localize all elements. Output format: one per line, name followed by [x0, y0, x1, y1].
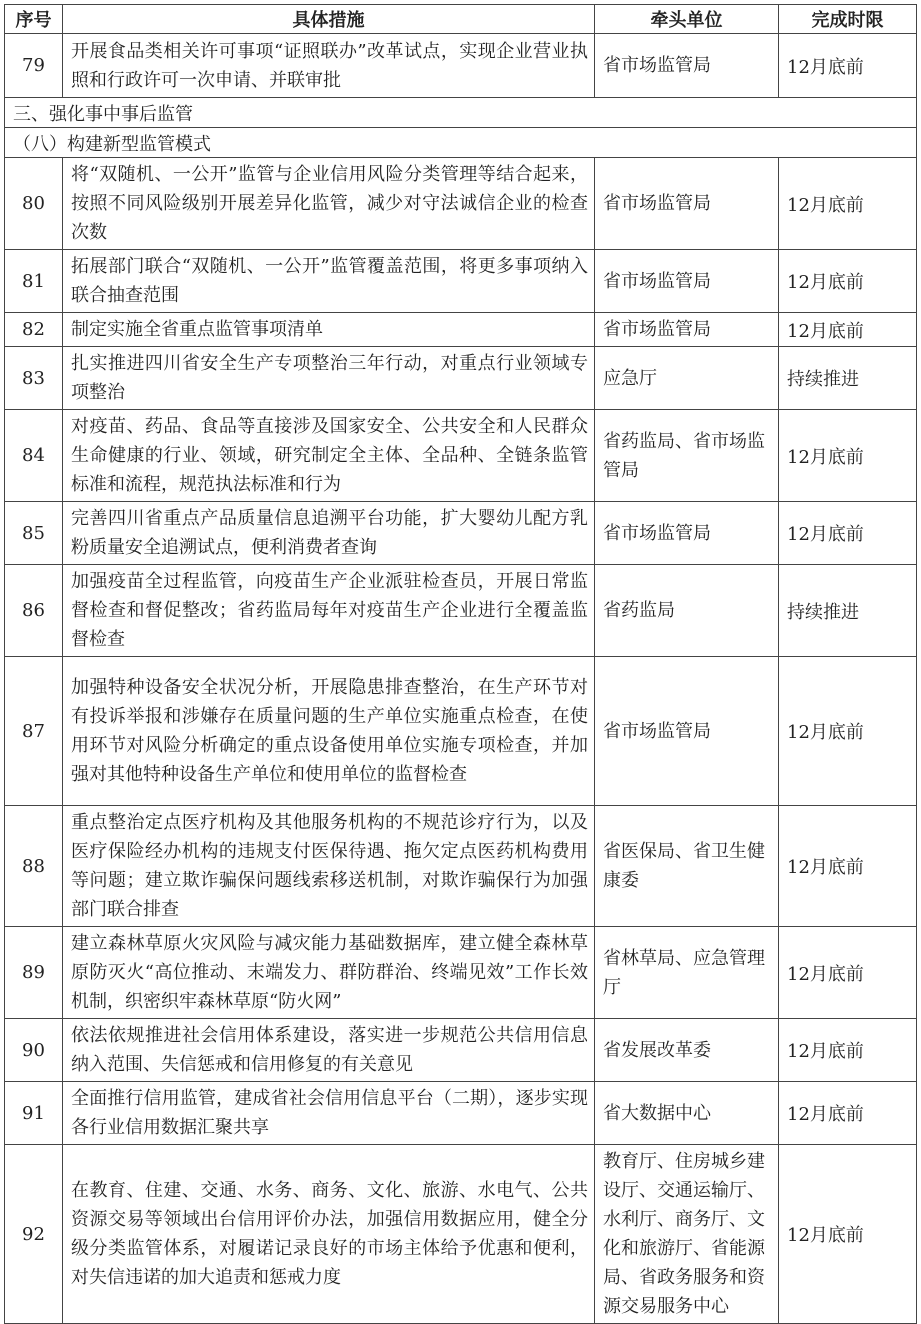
subsection-title: （八）构建新型监管模式 [5, 128, 917, 158]
row-deadline: 12月底前 [779, 806, 917, 927]
table-row [5, 250, 917, 313]
row-number: 81 [5, 250, 63, 313]
table-row [5, 806, 917, 927]
row-measure: 建立森林草原火灾风险与减灾能力基础数据库，建立健全森林草原防灭火“高位推动、末端发力、群防群治、终端见效”工作长效机制，织密织牢森林草原“防火网” [63, 927, 595, 1019]
row-measure: 拓展部门联合“双随机、一公开”监管覆盖范围，将更多事项纳入联合抽查范围 [63, 250, 595, 313]
table-row [5, 927, 917, 1019]
row-measure: 依法依规推进社会信用体系建设，落实进一步规范公共信用信息纳入范围、失信惩戒和信用修复的有关意见 [63, 1019, 595, 1082]
table-row [5, 565, 917, 657]
row-deadline: 持续推进 [779, 565, 917, 657]
row-unit: 省市场监管局 [595, 250, 779, 313]
row-measure: 全面推行信用监管，建成省社会信用信息平台（二期），逐步实现各行业信用数据汇聚共享 [63, 1082, 595, 1145]
table-row [5, 1082, 917, 1145]
row-number: 86 [5, 565, 63, 657]
row-measure: 在教育、住建、交通、水务、商务、文化、旅游、水电气、公共资源交易等领域出台信用评价办法，加强信用数据应用，健全分级分类监管体系，对履诺记录良好的市场主体给予优惠和便利，对失信违诺的加大追责和惩戒力度 [63, 1145, 595, 1324]
row-unit: 省大数据中心 [595, 1082, 779, 1145]
row-measure: 加强特种设备安全状况分析，开展隐患排查整治，在生产环节对有投诉举报和涉嫌存在质量问题的生产单位实施重点检查，在使用环节对风险分析确定的重点设备使用单位实施专项检查，并加强对其他特种设备生产单位和使用单位的监督检查 [63, 657, 595, 806]
row-number: 85 [5, 502, 63, 565]
row-deadline: 12月底前 [779, 158, 917, 250]
row-number: 90 [5, 1019, 63, 1082]
table-row [5, 34, 917, 98]
header-no: 序号 [5, 5, 63, 34]
row-number: 83 [5, 347, 63, 410]
row-unit: 省药监局、省市场监管局 [595, 410, 779, 502]
row-unit: 省市场监管局 [595, 158, 779, 250]
row-deadline: 12月底前 [779, 1082, 917, 1145]
row-unit: 省医保局、省卫生健康委 [595, 806, 779, 927]
table-row [5, 1145, 917, 1324]
row-deadline: 12月底前 [779, 1019, 917, 1082]
row-measure: 对疫苗、药品、食品等直接涉及国家安全、公共安全和人民群众生命健康的行业、领域，研究制定全主体、全品种、全链条监管标准和流程，规范执法标准和行为 [63, 410, 595, 502]
section-title: 三、强化事中事后监管 [5, 98, 917, 128]
header-row [5, 5, 917, 34]
table-row [5, 158, 917, 250]
row-number: 88 [5, 806, 63, 927]
row-number: 80 [5, 158, 63, 250]
row-unit: 教育厅、住房城乡建设厅、交通运输厅、水利厅、商务厅、文化和旅游厅、省能源局、省政务服务和资源交易服务中心 [595, 1145, 779, 1324]
section-row [5, 98, 917, 128]
measures-table [4, 4, 917, 1324]
row-number: 87 [5, 657, 63, 806]
row-measure: 制定实施全省重点监管事项清单 [63, 313, 595, 347]
table-row [5, 347, 917, 410]
row-number: 89 [5, 927, 63, 1019]
row-unit: 省发展改革委 [595, 1019, 779, 1082]
header-unit: 牵头单位 [595, 5, 779, 34]
row-number: 79 [5, 34, 63, 98]
row-measure: 扎实推进四川省安全生产专项整治三年行动，对重点行业领域专项整治 [63, 347, 595, 410]
row-measure: 将“双随机、一公开”监管与企业信用风险分类管理等结合起来，按照不同风险级别开展差异化监管，减少对守法诚信企业的检查次数 [63, 158, 595, 250]
row-unit: 应急厅 [595, 347, 779, 410]
row-measure: 重点整治定点医疗机构及其他服务机构的不规范诊疗行为，以及医疗保险经办机构的违规支付医保待遇、拖欠定点医药机构费用等问题；建立欺诈骗保问题线索移送机制，对欺诈骗保行为加强部门联合排查 [63, 806, 595, 927]
table-row [5, 502, 917, 565]
row-deadline: 12月底前 [779, 1145, 917, 1324]
row-unit: 省市场监管局 [595, 34, 779, 98]
row-deadline: 12月底前 [779, 502, 917, 565]
row-number: 84 [5, 410, 63, 502]
subsection-row [5, 128, 917, 158]
header-deadline: 完成时限 [779, 5, 917, 34]
row-unit: 省市场监管局 [595, 313, 779, 347]
table-row [5, 313, 917, 347]
table-row [5, 1019, 917, 1082]
row-deadline: 12月底前 [779, 657, 917, 806]
table-row [5, 657, 917, 806]
row-deadline: 12月底前 [779, 927, 917, 1019]
row-number: 92 [5, 1145, 63, 1324]
row-deadline: 12月底前 [779, 410, 917, 502]
row-measure: 加强疫苗全过程监管，向疫苗生产企业派驻检查员，开展日常监督检查和督促整改；省药监局每年对疫苗生产企业进行全覆盖监督检查 [63, 565, 595, 657]
header-measure: 具体措施 [63, 5, 595, 34]
row-measure: 完善四川省重点产品质量信息追溯平台功能，扩大婴幼儿配方乳粉质量安全追溯试点，便利消费者查询 [63, 502, 595, 565]
row-unit: 省市场监管局 [595, 657, 779, 806]
table-row [5, 410, 917, 502]
row-measure: 开展食品类相关许可事项“证照联办”改革试点，实现企业营业执照和行政许可一次申请、并联审批 [63, 34, 595, 98]
row-deadline: 12月底前 [779, 313, 917, 347]
row-deadline: 12月底前 [779, 250, 917, 313]
row-number: 82 [5, 313, 63, 347]
row-deadline: 12月底前 [779, 34, 917, 98]
row-number: 91 [5, 1082, 63, 1145]
row-unit: 省药监局 [595, 565, 779, 657]
row-unit: 省林草局、应急管理厅 [595, 927, 779, 1019]
row-deadline: 持续推进 [779, 347, 917, 410]
row-unit: 省市场监管局 [595, 502, 779, 565]
